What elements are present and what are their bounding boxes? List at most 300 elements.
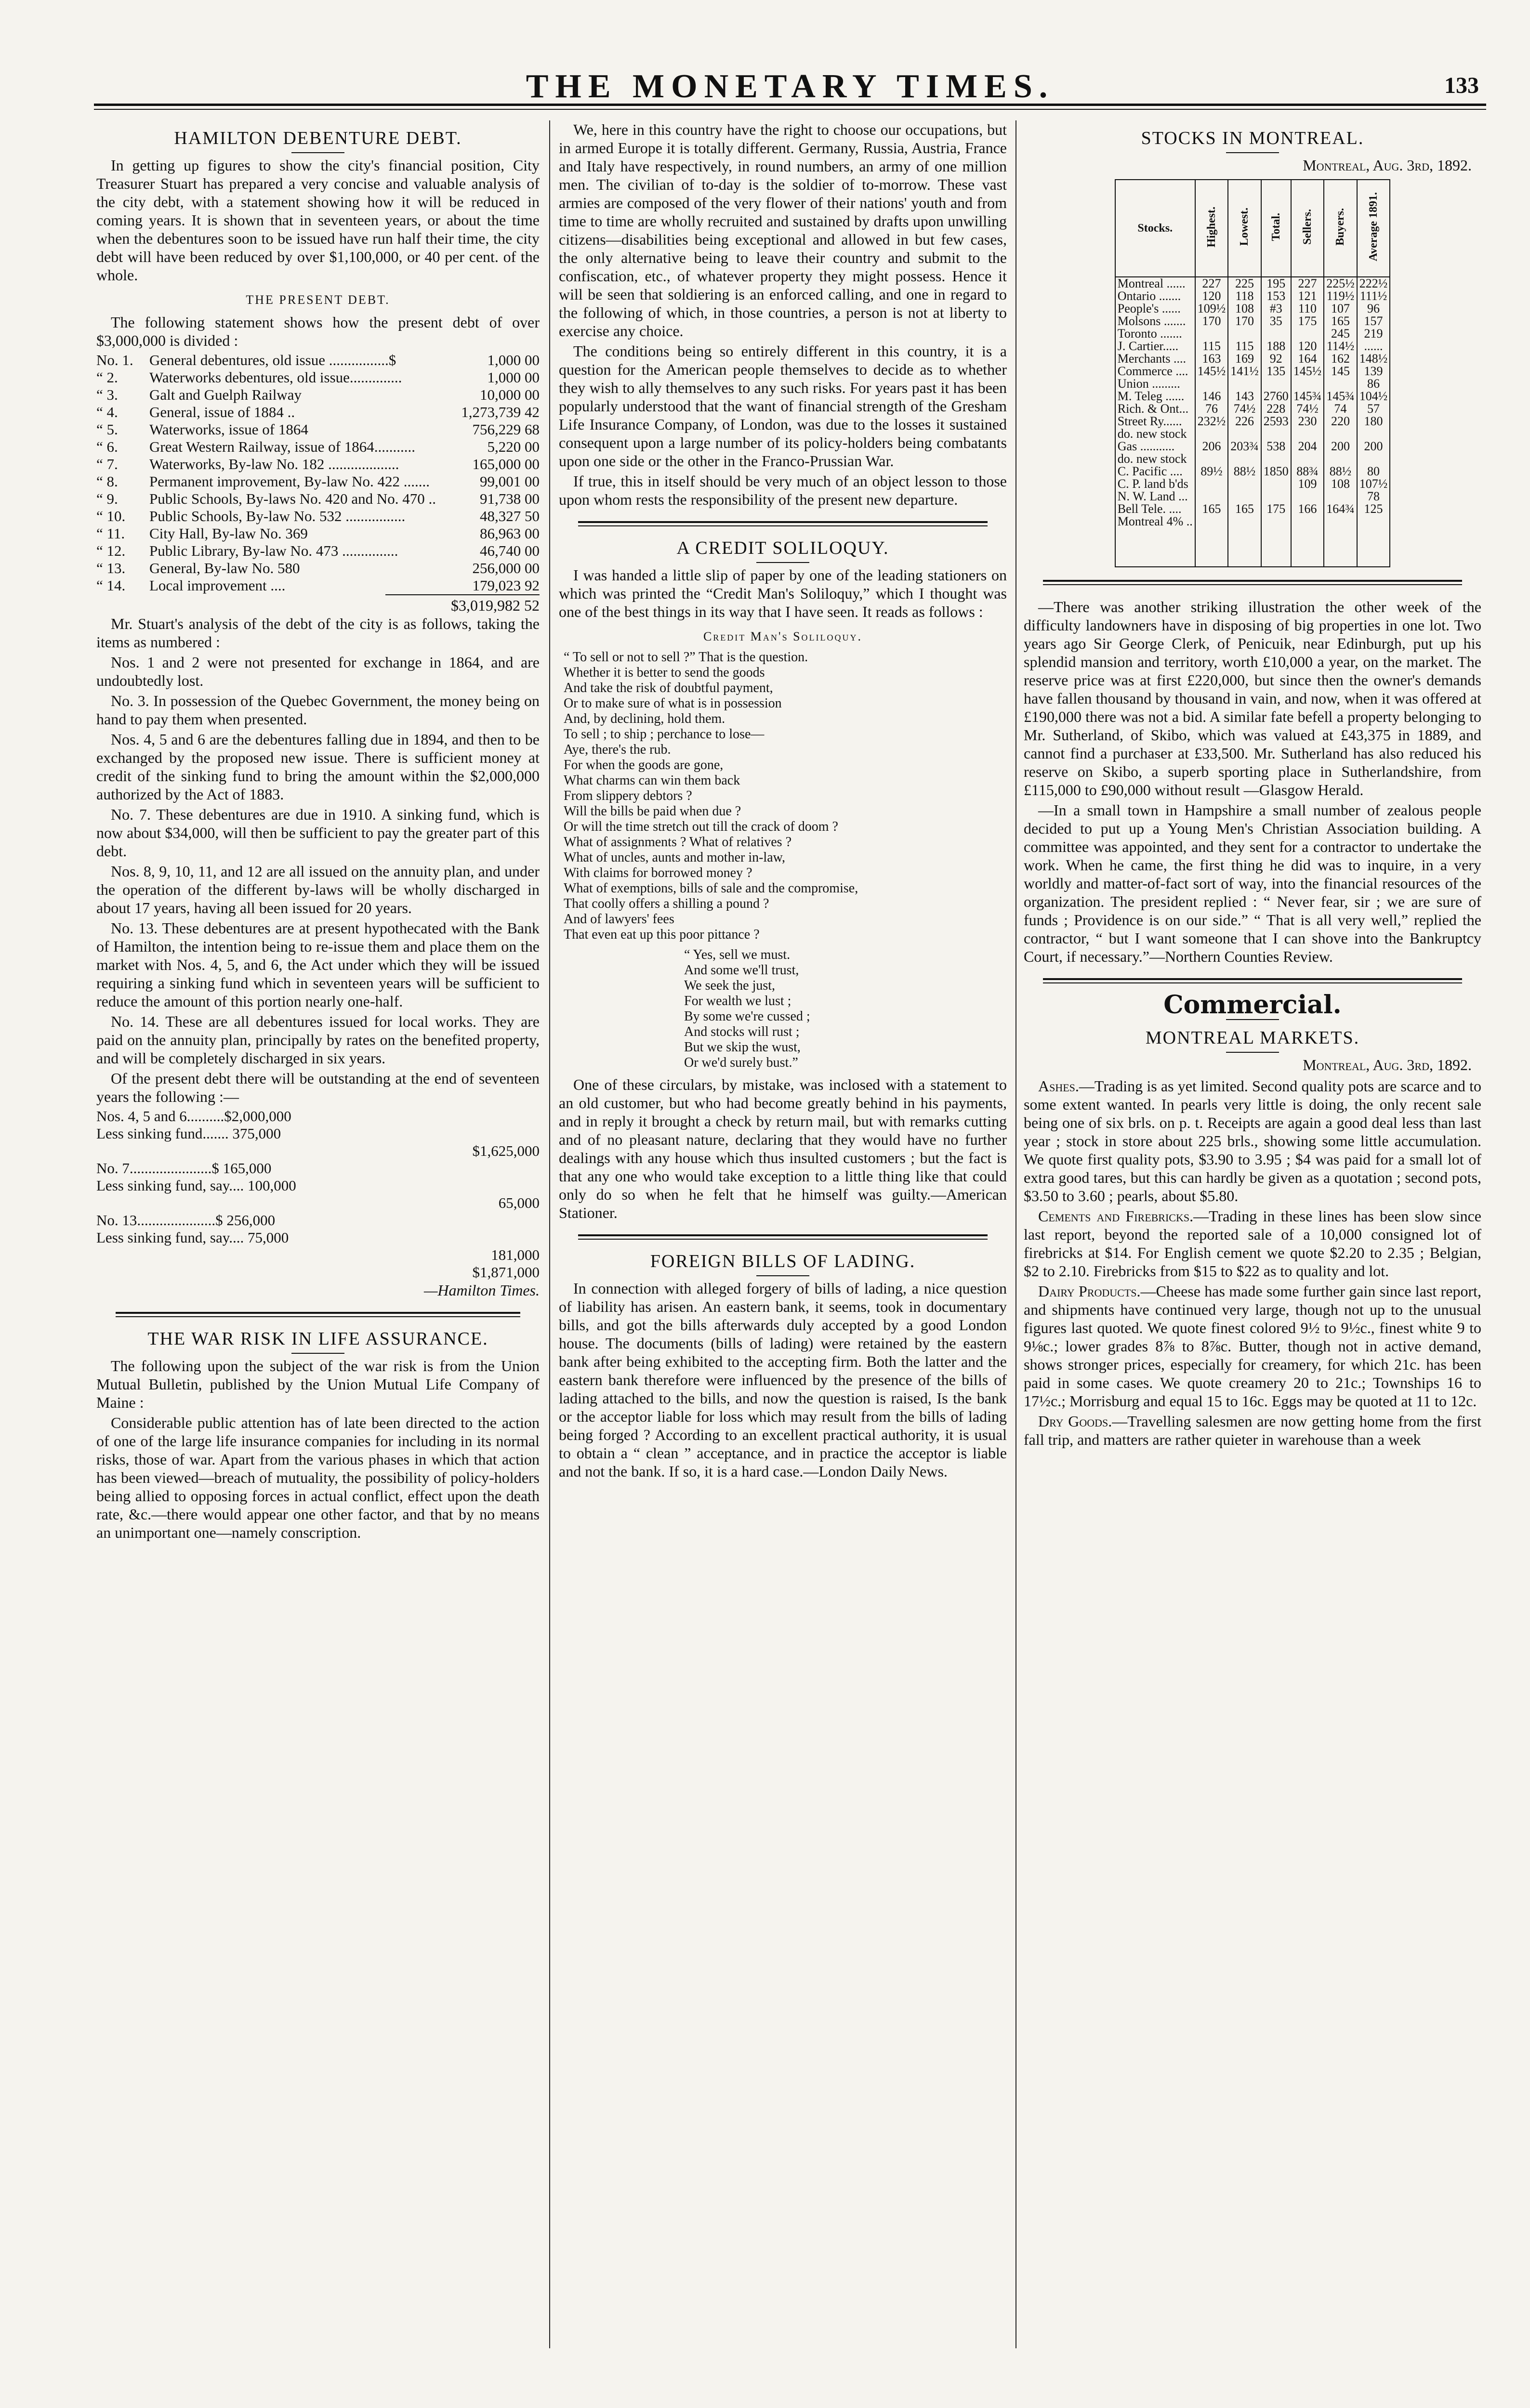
poem-line: And some we'll trust,: [684, 963, 799, 978]
item-number: “ 10.: [96, 508, 126, 524]
table-cell: 222½: [1357, 277, 1390, 290]
poem-line: “ To sell or not to sell ?” That is the question.: [564, 650, 808, 665]
table-row: [1115, 353, 1390, 365]
paragraph: The following upon the subject of the war risk is from the Union Mutual Bulletin, published by the Union Mutual Life Company of Maine :: [96, 1357, 540, 1411]
table-cell: 86: [1357, 378, 1390, 390]
table-cell: 107½: [1357, 478, 1390, 490]
paragraph: Nos. 1 and 2 were not presented for exchange in 1864, and are undoubtedly lost.: [96, 654, 540, 689]
table-cell: 57: [1357, 403, 1390, 415]
table-cell: #3: [1261, 302, 1291, 315]
table-cell: 153: [1261, 290, 1291, 302]
table-cell: 121: [1291, 290, 1324, 302]
column-header: [1324, 180, 1357, 277]
table-cell: 148½: [1357, 353, 1390, 365]
table-cell: Merchants ....: [1115, 353, 1195, 365]
table-cell: 2760: [1261, 390, 1291, 403]
table-cell: [1228, 528, 1261, 567]
table-cell: 164: [1291, 353, 1324, 365]
table-cell: [1195, 428, 1228, 440]
table-cell: [1195, 478, 1228, 490]
item-amount: 179,023 92: [472, 577, 540, 594]
table-row: [96, 560, 540, 577]
table-row: [1115, 465, 1390, 478]
poem-line: And of lawyers' fees: [564, 912, 674, 927]
table-row: [1115, 490, 1390, 503]
item-amount: 1,273,739 42: [461, 404, 540, 420]
item-number: “ 2.: [96, 369, 118, 386]
column-header-label: Average 1891.: [1367, 192, 1380, 262]
table-row: [96, 577, 540, 594]
table-cell: 96: [1357, 302, 1390, 315]
section-divider: [116, 1312, 520, 1317]
table-row: [96, 525, 540, 542]
item-description: Galt and Guelph Railway: [149, 386, 302, 403]
table-row: [1115, 365, 1390, 378]
paragraph: If true, this in itself should be very much of an object lesson to those upon whom rests the responsibility of the present new departure.: [559, 472, 1007, 508]
paragraph: —There was another striking illustration the other week of the difficulty landowners have in disposing of big properties in one lot. Two years ago Sir George Clerk, of Penicuik, near Edinburgh, put up his splendid mansion and territory, worth £10,000 a year, on the market. The reserve price was at first £220,000, but since then the owner's demands have fallen thousand by thousand in vain, and now, when it was offered at £190,000 there was not a bid. A similar fate befell a property belonging to Mr. Sutherland, of Skibo, which was valued at £43,375 in 1889, and cannot find a purchaser at £33,500. Mr. Sutherland has also reduced his reserve on Skibo, a superb sporting place in Sutherlandshire, from £115,000 to £90,000 without result —Glasgow Herald.: [1024, 598, 1481, 798]
table-cell: Gas ...........: [1115, 440, 1195, 453]
table-cell: 145¾: [1291, 390, 1324, 403]
table-row: [1115, 390, 1390, 403]
table-cell: [1291, 453, 1324, 465]
sinking-label: Nos. 4, 5 and 6..........$2,000,000: [96, 1108, 291, 1125]
table-row: [96, 1246, 540, 1264]
table-row: [1115, 528, 1390, 567]
table-row: [1115, 415, 1390, 428]
table-cell: 109: [1291, 478, 1324, 490]
table-cell: 80: [1357, 465, 1390, 478]
table-cell: 115: [1228, 340, 1261, 353]
table-cell: 2593: [1261, 415, 1291, 428]
poem-line: For when the goods are gone,: [564, 758, 724, 772]
table-row: [1115, 340, 1390, 353]
table-cell: C. P. land b'ds: [1115, 478, 1195, 490]
table-cell: [1228, 378, 1261, 390]
section-divider: [578, 521, 988, 526]
sinking-amount: 181,000: [491, 1246, 540, 1263]
table-cell: [1195, 453, 1228, 465]
subheading: THE PRESENT DEBT.: [246, 293, 390, 307]
table-cell: [1291, 327, 1324, 340]
poem-stanza: [684, 947, 1007, 1071]
sinking-label: [96, 1142, 428, 1160]
table-row: [96, 1177, 540, 1194]
item-amount: 91,738 00: [480, 490, 540, 507]
table-cell: [1195, 528, 1228, 567]
table-row: [1115, 453, 1390, 465]
table-cell: 175: [1291, 315, 1324, 327]
table-cell: 538: [1261, 440, 1291, 453]
table-cell: 92: [1261, 353, 1291, 365]
table-cell: Union .........: [1115, 378, 1195, 390]
paragraph: The conditions being so entirely different in this country, it is a question for the American people themselves to decide as to whether they wish to ally themselves to any such risks. For years past it has been popularly understood that the want of financial strength of the Gresham Life Insurance Company, of London, was due to the losses it sustained consequent upon a large number of its policy-holders being combatants upon one side or the other in the Franco-Prussian War.: [559, 342, 1007, 470]
poem-line: That coolly offers a shilling a pound ?: [564, 896, 769, 911]
table-cell: 74½: [1291, 403, 1324, 415]
sinking-label: [96, 1194, 428, 1212]
run-in-heading: Cements and Firebricks.: [1038, 1207, 1194, 1225]
table-cell: 114½: [1324, 340, 1357, 353]
paragraph: Dairy Products.—Cheese has made some further gain since last report, and shipments have continued very large, though not up to the unusual figures last quoted. We quote finest colored 9½ to 9½c., finest white 9 to 9⅛c.; lower grades 8⅞ to 8⅞c. Butter, though not in active demand, shows stronger prices, especially for creamery, for which 21c. has been paid in some cases. We quote creamery 20 to 21c.; Townships 16 to 17½c.; Morrisburg and equal 15 to 16c. Eggs may be quoted at 11 to 12c.: [1024, 1283, 1481, 1410]
table-cell: 245: [1324, 327, 1357, 340]
table-cell: C. Pacific ....: [1115, 465, 1195, 478]
dateline: Montreal, Aug. 3rd, 1892.: [1303, 1056, 1472, 1073]
article-heading: STOCKS IN MONTREAL.: [1141, 128, 1364, 148]
table-cell: 74: [1324, 403, 1357, 415]
table-cell: 169: [1228, 353, 1261, 365]
table-row: [1115, 440, 1390, 453]
section-divider: [1043, 580, 1462, 585]
table-cell: [1195, 490, 1228, 503]
item-description: Local improvement ....: [149, 577, 286, 594]
table-cell: J. Cartier.....: [1115, 340, 1195, 353]
divider: [291, 1353, 344, 1354]
column-header: [1195, 180, 1228, 277]
sinking-amount: [428, 1160, 540, 1177]
item-description: General, By-law No. 580: [149, 560, 300, 576]
table-cell: [1291, 378, 1324, 390]
table-row: [1115, 327, 1390, 340]
article-heading: MONTREAL MARKETS.: [1145, 1028, 1360, 1048]
table-cell: 120: [1291, 340, 1324, 353]
table-cell: 107: [1324, 302, 1357, 315]
poem-line: For wealth we lust ;: [684, 994, 791, 1008]
item-description: City Hall, By-law No. 369: [149, 525, 308, 542]
sinking-amount: $1,871,000: [472, 1264, 540, 1281]
run-in-heading: Dairy Products.: [1038, 1283, 1141, 1300]
table-row: [1115, 403, 1390, 415]
table-row: [1115, 428, 1390, 440]
table-row: [96, 438, 540, 456]
paragraph: In connection with alleged forgery of bills of lading, a nice question of liability has arisen. An eastern bank, it seems, took in documentary bills, and got the bills afterwards duly accepted by a good London house. The documents (bills of lading) were retained by the eastern bank after being exhibited to the accepting firm. Both the latter and the eastern bank therefore were influenced by the presence of the bills of lading attached to the bills, and now the question is raised, Is the bank or the acceptor liable for loss which may result from the bills of lading being forged ? According to an excellent practical authority, it is usual to obtain a “ clean ” acceptance, and in practice the acceptor is liable and not the bank. If so, it is a hard case.—London Daily News.: [559, 1280, 1007, 1480]
table-cell: 164¾: [1324, 503, 1357, 515]
poem-line: And take the risk of doubtful payment,: [564, 681, 773, 695]
column-header: [1115, 180, 1195, 277]
paragraph: The following statement shows how the present debt of over $3,000,000 is divided :: [96, 314, 540, 349]
section-divider: [578, 1234, 988, 1240]
table-cell: [1357, 515, 1390, 528]
table-cell: [1357, 528, 1390, 567]
table-cell: [1261, 378, 1291, 390]
item-number: “ 4.: [96, 404, 118, 420]
table-cell: [1291, 515, 1324, 528]
item-number: “ 8.: [96, 473, 118, 490]
newspaper-title: THE MONETARY TIMES.: [526, 68, 1055, 105]
sinking-amount: [428, 1229, 540, 1246]
item-number: “ 7.: [96, 456, 118, 472]
table-cell: [1324, 490, 1357, 503]
paragraph: I was handed a little slip of paper by one of the leading stationers on which was printed the “Credit Man's Soliloquy,” which I thought was one of the best things in its way that I have seen. It reads as follows :: [559, 566, 1007, 620]
article-heading: A CREDIT SOLILOQUY.: [676, 538, 889, 558]
table-cell: 180: [1357, 415, 1390, 428]
table-row: [1115, 378, 1390, 390]
table-cell: 110: [1291, 302, 1324, 315]
paragraph: In getting up figures to show the city's financial position, City Treasurer Stuart has prepared a very concise and valuable analysis of the city debt, with a statement showing how it will be reduced in coming years. It is shown that in seventeen years, or about the time when the debentures soon to be issued have run half their time, the city debt will have been reduced by over $1,100,000, or 40 per cent. of the whole.: [96, 157, 540, 284]
table-cell: 204: [1291, 440, 1324, 453]
table-row: [96, 369, 540, 386]
table-cell: 165: [1228, 503, 1261, 515]
paragraph: We, here in this country have the right to choose our occupations, but in armed Europe it is totally different. Germany, Russia, Austria, France and Italy have respectively, in round numbers, an army of one million men. The civilian of to-day is the soldier of to-morrow. These vast armies are composed of the very flower of their nations' youth and from time to time are wholly recruited and sustained by drafts upon unwilling citizens—disabilities being exceptional and allowed in but few cases, the only alternative being to leave their country and submit to the confiscation, etc., of whatever property they might possess. Hence it will be seen that soldiering is an enforced calling, and one in regard to the following of which, in those countries, a person is not at liberty to exercise any choice.: [559, 121, 1007, 340]
table-row: [96, 404, 540, 421]
item-description: Great Western Railway, issue of 1864...........: [149, 438, 415, 455]
column-header-label: Total.: [1269, 212, 1282, 241]
table-row: [96, 1142, 540, 1160]
sinking-amount: [428, 1177, 540, 1194]
item-number: “ 12.: [96, 542, 126, 559]
table-cell: 145: [1324, 365, 1357, 378]
table-cell: 166: [1291, 503, 1324, 515]
column-header-label: Highest.: [1205, 206, 1218, 248]
column-header-label: Buyers.: [1334, 208, 1347, 246]
dateline: Montreal, Aug. 3rd, 1892.: [1303, 157, 1472, 174]
column-header-label: Lowest.: [1238, 208, 1251, 246]
poem-line: We seek the just,: [684, 978, 776, 993]
table-row: [1115, 478, 1390, 490]
table-cell: 175: [1261, 503, 1291, 515]
table-row: [96, 386, 540, 404]
table-cell: 162: [1324, 353, 1357, 365]
table-cell: [1324, 528, 1357, 567]
table-cell: 139: [1357, 365, 1390, 378]
divider: [1226, 152, 1279, 153]
table-row: [96, 1229, 540, 1246]
item-amount: 1,000 00: [487, 352, 540, 368]
poem-line: Whether it is better to send the goods: [564, 665, 765, 680]
table-cell: [1228, 428, 1261, 440]
item-description: Public Schools, By-law No. 532 ................: [149, 508, 406, 524]
sinking-label: [96, 1246, 428, 1264]
table-cell: 119½: [1324, 290, 1357, 302]
table-cell: 163: [1195, 353, 1228, 365]
table-row: [96, 1160, 540, 1177]
item-number: “ 13.: [96, 560, 126, 576]
paragraph: No. 13. These debentures are at present hypothecated with the Bank of Hamilton, the intention being to re-issue them and place them on the market with Nos. 4, 5, and 6, the Act under which they will be issued requiring a sinking fund which in seventeen years will be sufficient to reduce the amount of this portion nearly one-half.: [96, 919, 540, 1010]
table-row: [1115, 515, 1390, 528]
table-cell: Commerce ....: [1115, 365, 1195, 378]
table-cell: 109½: [1195, 302, 1228, 315]
table-cell: 165: [1324, 315, 1357, 327]
header-rule: [94, 104, 1486, 106]
item-number: “ 6.: [96, 438, 118, 455]
poem-line: “ Yes, sell we must.: [684, 947, 791, 962]
item-number: “ 14.: [96, 577, 126, 594]
sinking-amount: [428, 1125, 540, 1142]
table-cell: 170: [1228, 315, 1261, 327]
poem-line: What of uncles, aunts and mother in-law,: [564, 850, 786, 865]
table-cell: [1324, 515, 1357, 528]
table-cell: 206: [1195, 440, 1228, 453]
table-cell: [1291, 428, 1324, 440]
table-cell: 74½: [1228, 403, 1261, 415]
table-cell: 200: [1357, 440, 1390, 453]
paragraph: Considerable public attention has of late been directed to the action of one of the large life insurance companies for including in its normal risks, those of war. Apart from the various phases in which that action has been viewed—breach of mutuality, the possibility of policy-holders being allied to opposing forces in actual conflict, effect upon the death rate, &c.—there would appear one other factor, and that by no means an unimportant one—namely conscription.: [96, 1414, 540, 1541]
table-cell: [1291, 528, 1324, 567]
table-cell: [1261, 515, 1291, 528]
paragraph: No. 14. These are all debentures issued for local works. They are paid on the annuity plan, principally by rates on the benefited property, and will be completely discharged in six years.: [96, 1013, 540, 1067]
commercial-banner: Commercial.: [1163, 990, 1342, 1020]
sinking-label: No. 13.....................$ 256,000: [96, 1212, 276, 1229]
table-row: [1115, 503, 1390, 515]
table-cell: 195: [1261, 277, 1291, 290]
article-heading: FOREIGN BILLS OF LADING.: [650, 1251, 916, 1271]
table-cell: 89½: [1195, 465, 1228, 478]
poem-title: Credit Man's Soliloquy.: [703, 629, 863, 643]
item-number: No. 1.: [96, 352, 133, 368]
table-cell: 225: [1228, 277, 1261, 290]
item-amount: 256,000 00: [472, 560, 540, 576]
poem-line: Or will the time stretch out till the crack of doom ?: [564, 819, 838, 834]
table-row: [96, 1264, 540, 1281]
paragraph: Mr. Stuart's analysis of the debt of the city is as follows, taking the items as numbered :: [96, 615, 540, 651]
masthead: [92, 67, 1489, 106]
table-cell: 108: [1324, 478, 1357, 490]
sinking-label: Less sinking fund, say.... 75,000: [96, 1229, 289, 1246]
table-cell: [1357, 453, 1390, 465]
table-cell: Molsons .......: [1115, 315, 1195, 327]
table-cell: 1850: [1261, 465, 1291, 478]
table-cell: M. Teleg ......: [1115, 390, 1195, 403]
item-amount: 10,000 00: [480, 386, 540, 403]
poem-line: With claims for borrowed money ?: [564, 865, 752, 880]
table-cell: 145½: [1195, 365, 1228, 378]
sinking-amount: [428, 1212, 540, 1229]
page-number: 133: [1444, 73, 1479, 98]
table-cell: [1261, 490, 1291, 503]
table-cell: [1228, 515, 1261, 528]
item-number: “ 9.: [96, 490, 118, 507]
table-row: [96, 1212, 540, 1229]
paragraph: —In a small town in Hampshire a small number of zealous people decided to put up a Young Men's Christian Association building. A committee was appointed, and they sent for a contractor to undertake the work. When he came, the first thing he did was to inquire, in a very worldly and matter-of-fact sort of way, into the financial resources of the organization. The president replied : “ Never fear, sir ; we are sure of funds ; Providence is on our side.” “ That is all very well,” replied the contractor, “ but I want someone that I can shove into the Bankruptcy Court, if necessary.”—Northern Counties Review.: [1024, 801, 1481, 965]
table-cell: 227: [1195, 277, 1228, 290]
paragraph: No. 7. These debentures are due in 1910. A sinking fund, which is now about $34,000, will then be sufficient to pay the greater part of this debt.: [96, 806, 540, 860]
table-cell: 143: [1228, 390, 1261, 403]
table-cell: 115: [1195, 340, 1228, 353]
poem-line: Aye, there's the rub.: [564, 742, 671, 757]
poem-line: That even eat up this poor pittance ?: [564, 927, 760, 942]
table-cell: [1195, 378, 1228, 390]
analysis-paragraphs: [96, 653, 540, 1106]
table-cell: 88½: [1324, 465, 1357, 478]
table-cell: ......: [1357, 340, 1390, 353]
table-cell: 200: [1324, 440, 1357, 453]
table-cell: [1261, 453, 1291, 465]
sinking-label: Less sinking fund, say.... 100,000: [96, 1177, 296, 1194]
table-row: [96, 456, 540, 473]
sinking-label: [96, 1264, 428, 1281]
column-divider: [549, 120, 550, 2348]
column-3: [1024, 120, 1481, 2353]
table-cell: [1195, 327, 1228, 340]
table-cell: 219: [1357, 327, 1390, 340]
item-amount: 165,000 00: [472, 456, 540, 472]
source-attribution: —Hamilton Times.: [423, 1282, 540, 1299]
poem-line: What of exemptions, bills of sale and the compromise,: [564, 881, 858, 896]
poem-line: And stocks will rust ;: [684, 1024, 800, 1039]
sinking-label: No. 7......................$ 165,000: [96, 1160, 272, 1177]
poem-line: And, by declining, hold them.: [564, 711, 725, 726]
item-number: “ 11.: [96, 525, 125, 542]
table-row: [96, 1108, 540, 1125]
table-cell: 157: [1357, 315, 1390, 327]
paragraph: Dry Goods.—Travelling salesmen are now getting home from the first fall trip, and matters are rather quieter in warehouse than a week: [1024, 1413, 1481, 1448]
table-cell: 35: [1261, 315, 1291, 327]
item-description: Public Library, By-law No. 473 ...............: [149, 542, 398, 559]
paragraph: Nos. 8, 9, 10, 11, and 12 are all issued on the annuity plan, and under the operation of the different by-laws will be wholly discharged in about 17 years, having all been issued for 20 years.: [96, 863, 540, 916]
item-number: “ 3.: [96, 386, 118, 403]
item-amount: 5,220 00: [487, 438, 540, 455]
poem-line: From slippery debtors ?: [564, 788, 692, 803]
debt-table: [96, 352, 540, 594]
item-description: Waterworks, By-law No. 182 ...................: [149, 456, 399, 472]
table-cell: [1195, 515, 1228, 528]
item-description: General, issue of 1884 ..: [149, 404, 295, 420]
table-row: [1115, 315, 1390, 327]
sinking-amount: 65,000: [498, 1194, 540, 1211]
item-description: Public Schools, By-laws No. 420 and No. 470 ..: [149, 490, 436, 507]
table-cell: 232½: [1195, 415, 1228, 428]
table-cell: 118: [1228, 290, 1261, 302]
divider: [291, 152, 344, 153]
paragraph: Cements and Firebricks.—Trading in these lines has been slow since last report, beyond the reported sale of a 10,000 consigned lot of firebricks at $14. For English cement we quote $2.20 to 2.35 ; Belgian, $2 to 2.10. Firebricks from $15 to $22 as to quality and lot.: [1024, 1207, 1481, 1280]
table-cell: [1115, 528, 1195, 567]
table-cell: 76: [1195, 403, 1228, 415]
table-cell: 135: [1261, 365, 1291, 378]
table-cell: [1261, 428, 1291, 440]
table-cell: [1324, 428, 1357, 440]
table-row: [96, 490, 540, 508]
item-amount: 1,000 00: [487, 369, 540, 386]
table-cell: Montreal 4% ..: [1115, 515, 1195, 528]
table-cell: 225½: [1324, 277, 1357, 290]
table-cell: 111½: [1357, 290, 1390, 302]
table-row: [1115, 290, 1390, 302]
paragraph: Nos. 4, 5 and 6 are the debentures falling due in 1894, and then to be exchanged by the proposed new issue. There is sufficient money at credit of the sinking fund to bring the amount within the $2,000,000 authorized by the Act of 1883.: [96, 731, 540, 803]
poem-line: What of assignments ? What of relatives ?: [564, 835, 791, 850]
sinking-label: Less sinking fund....... 375,000: [96, 1125, 281, 1142]
item-amount: 86,963 00: [480, 525, 540, 542]
table-cell: [1291, 490, 1324, 503]
sinking-amount: [428, 1108, 540, 1125]
divider: [1226, 1052, 1279, 1053]
table-cell: Bell Tele. ....: [1115, 503, 1195, 515]
column-header: [1228, 180, 1261, 277]
table-cell: do. new stock: [1115, 453, 1195, 465]
table-cell: 120: [1195, 290, 1228, 302]
poem-line: To sell ; to ship ; perchance to lose—: [564, 727, 765, 742]
table-cell: [1228, 478, 1261, 490]
table-cell: 88½: [1228, 465, 1261, 478]
table-cell: N. W. Land ...: [1115, 490, 1195, 503]
run-in-heading: Ashes.: [1038, 1077, 1079, 1095]
item-number: “ 5.: [96, 421, 118, 438]
table-row: [96, 542, 540, 560]
poem-line: What charms can win them back: [564, 773, 740, 788]
item-description: Permanent improvement, By-law No. 422 .......: [149, 473, 430, 490]
table-cell: 220: [1324, 415, 1357, 428]
table-row: [96, 1194, 540, 1212]
table-cell: 145¾: [1324, 390, 1357, 403]
section-divider: [1043, 978, 1462, 983]
table-row: [96, 421, 540, 438]
paragraph: Of the present debt there will be outstanding at the end of seventeen years the following :—: [96, 1070, 540, 1105]
run-in-heading: Dry Goods.: [1038, 1413, 1112, 1430]
table-cell: 125: [1357, 503, 1390, 515]
table-cell: [1228, 490, 1261, 503]
paragraph: No. 3. In possession of the Quebec Government, the money being on hand to pay them when presented.: [96, 692, 540, 728]
table-cell: 146: [1195, 390, 1228, 403]
table-cell: [1261, 528, 1291, 567]
table-row: [1115, 302, 1390, 315]
column-header: [1261, 180, 1291, 277]
